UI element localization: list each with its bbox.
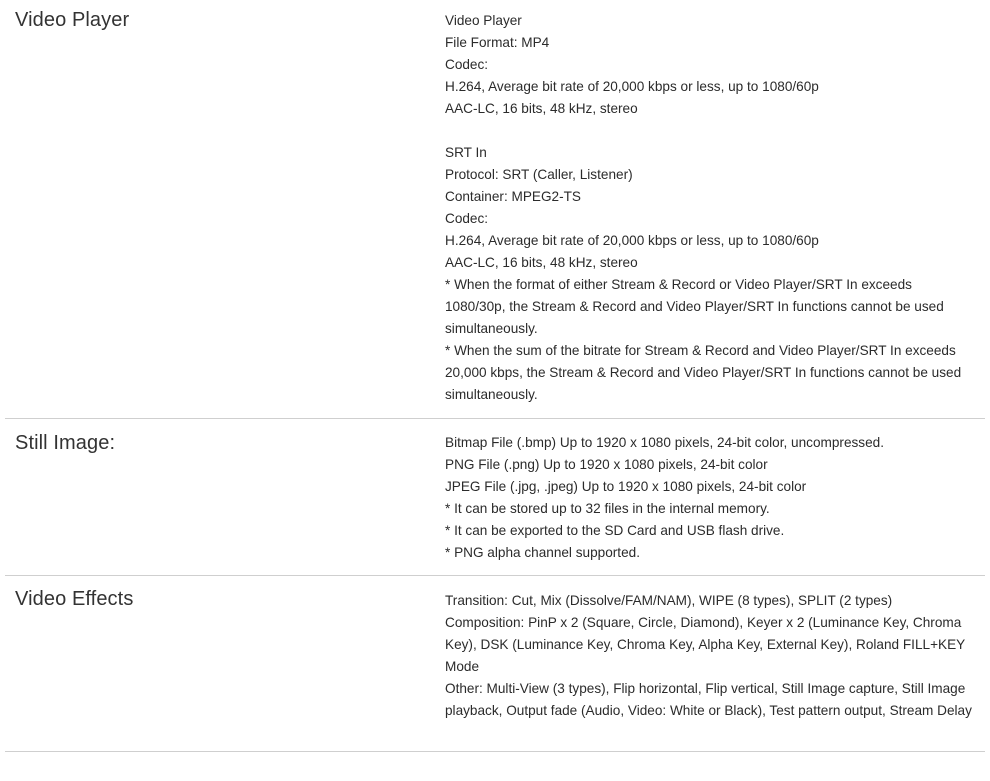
spec-line: Composition: PinP x 2 (Square, Circle, Diamond), Keyer x 2 (Luminance Key, Chroma Key), DSK (Luminance Key, Chroma Key, Alpha Key, External Key), Roland FILL+KEY Mode [445, 615, 969, 674]
spec-line: H.264, Average bit rate of 20,000 kbps or less, up to 1080/60p [445, 233, 819, 248]
spec-line: Codec: [445, 57, 489, 72]
spec-line: AAC-LC, 16 bits, 48 kHz, stereo [445, 101, 638, 116]
spec-line: AAC-LC, 16 bits, 48 kHz, stereo [445, 255, 638, 270]
spec-label: Video Effects [15, 588, 134, 610]
spec-blank-line [445, 120, 971, 142]
spec-line: H.264, Average bit rate of 20,000 kbps or less, up to 1080/60p [445, 79, 819, 94]
spec-note: * It can be stored up to 32 files in the internal memory. [445, 501, 770, 516]
spec-value [445, 576, 985, 751]
spec-line: File Format: MP4 [445, 35, 550, 50]
spec-line: Transition: Cut, Mix (Dissolve/FAM/NAM), WIPE (8 types), SPLIT (2 types) [445, 593, 893, 608]
spec-line: Video Player [445, 13, 522, 28]
spec-note: * PNG alpha channel supported. [445, 545, 640, 560]
spec-line: PNG File (.png) Up to 1920 x 1080 pixels, 24-bit color [445, 457, 768, 472]
spec-line: Other: Multi-View (3 types), Flip horizontal, Flip vertical, Still Image capture, Still Image playback, Output fade (Audio, Video: White or Black), Test pattern output, Stream Delay [445, 681, 972, 718]
spec-table [5, 0, 985, 752]
spec-label: Video Player [15, 9, 130, 31]
spec-line: Codec: [445, 211, 489, 226]
spec-note: * When the format of either Stream & Record or Video Player/SRT In exceeds 1080/30p, the Stream & Record and Video Player/SRT In functions cannot be used simultaneously. [445, 277, 948, 336]
spec-line: JPEG File (.jpg, .jpeg) Up to 1920 x 1080 pixels, 24-bit color [445, 479, 807, 494]
spec-row-video-effects [5, 576, 985, 752]
spec-value [445, 0, 985, 418]
spec-label: Still Image: [15, 432, 116, 454]
spec-row-video-player [5, 0, 985, 419]
spec-line: Bitmap File (.bmp) Up to 1920 x 1080 pixels, 24-bit color, uncompressed. [445, 435, 884, 450]
spec-value [445, 419, 985, 575]
spec-note: * When the sum of the bitrate for Stream & Record and Video Player/SRT In exceeds 20,000 kbps, the Stream & Record and Video Player/SRT In functions cannot be used simultaneously. [445, 343, 965, 402]
spec-line: Container: MPEG2-TS [445, 189, 581, 204]
spec-line: Protocol: SRT (Caller, Listener) [445, 167, 633, 182]
spec-note: * It can be exported to the SD Card and USB flash drive. [445, 523, 785, 538]
spec-line: SRT In [445, 145, 487, 160]
spec-row-still-image [5, 419, 985, 576]
